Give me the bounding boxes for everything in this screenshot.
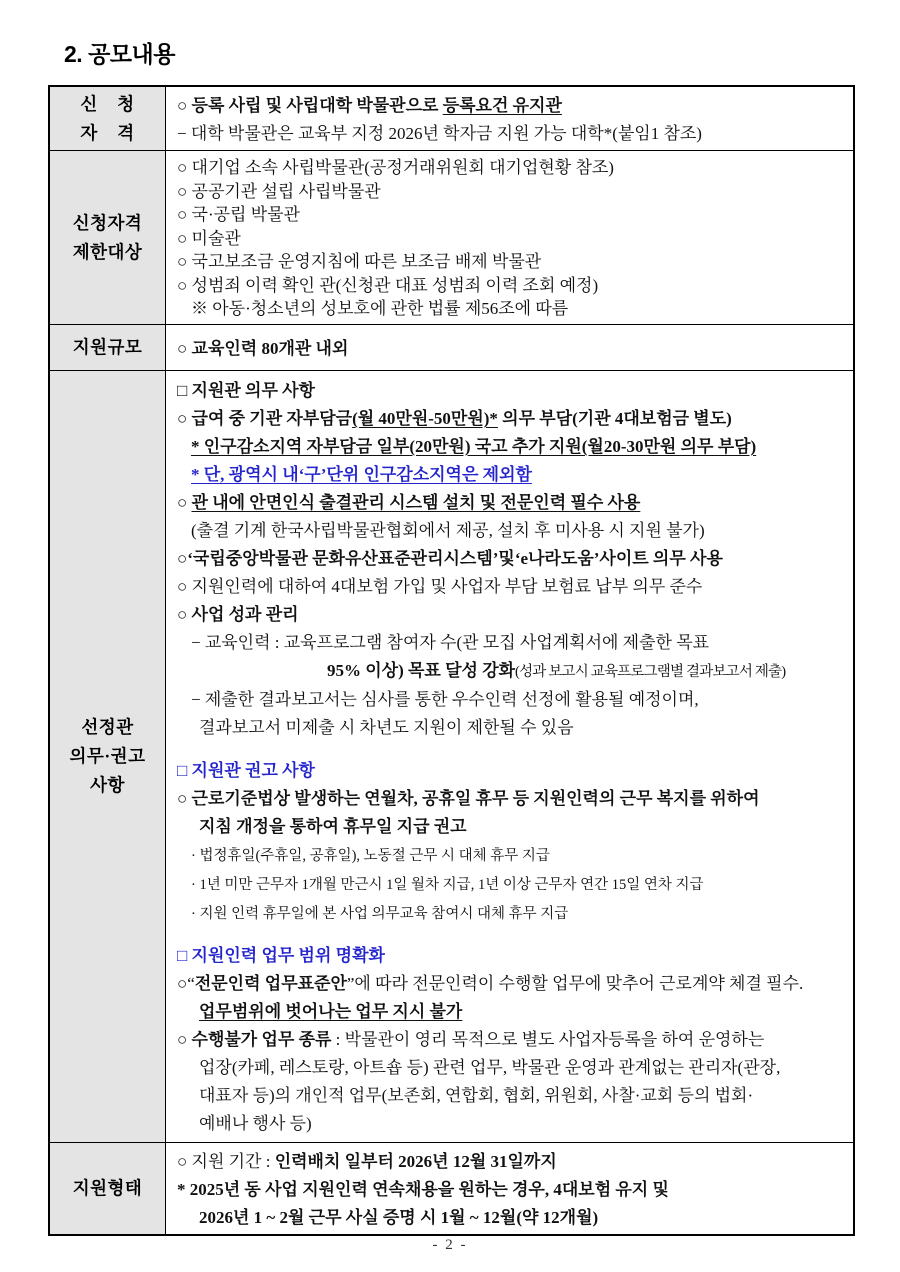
text-segment: ○ 미술관 (177, 228, 241, 248)
text-segment: 수행불가 업무 종류 (191, 1030, 332, 1049)
content-line (177, 1082, 845, 1110)
row-header-support-form (50, 1143, 166, 1234)
text-segment: : 박물관이 영리 목적으로 별도 사업자등록을 하여 운영하는 (331, 1030, 765, 1049)
row-header-label: 자 격 (80, 122, 135, 143)
row-header-label: 제한대상 (72, 241, 143, 262)
content-line (177, 489, 845, 517)
text-segment: ○ (177, 1030, 192, 1049)
blank-line (177, 928, 845, 943)
text-segment: 예배나 행사 등) (199, 1114, 312, 1133)
content-line (177, 714, 845, 742)
row-header-selected-duty (50, 371, 166, 1142)
table-row-restriction-targets (50, 150, 853, 324)
page-number: - 2 - (432, 1237, 468, 1253)
text-segment: ”에 따라 전문인력이 수행할 업무에 맞추어 근로계약 체결 필수. (346, 974, 804, 993)
content-line (177, 92, 845, 120)
content-line (177, 250, 845, 274)
text-segment: 2026년 1 ~ 2월 근무 사실 증명 시 1월 ~ 12월(약 12개월) (199, 1207, 599, 1227)
text-segment: ○ (177, 493, 192, 512)
text-segment: (출결 기계 한국사립박물관협회에서 제공, 설치 후 미사용 시 지원 불가) (191, 521, 705, 540)
page-title: 2. 공모내용 (64, 41, 175, 67)
content-line (177, 1054, 845, 1082)
content-line (177, 274, 845, 298)
content-line (177, 203, 845, 227)
text-segment: ○ 성범죄 이력 확인 관(신청관 대표 성범죄 이력 조회 예정) (177, 275, 599, 295)
text-segment: − 대학 박물관은 교육부 지정 2026년 학자금 지원 가능 대학*(붙임1 참조) (177, 123, 702, 143)
row-header-support-scale (50, 325, 166, 370)
content-line (177, 870, 845, 899)
text-segment: ○ 사업 성과 관리 (177, 605, 299, 624)
text-segment: ○ 근로기준법상 발생하는 연월차, 공휴일 휴무 등 지원인력의 근무 복지를 위하여 (177, 788, 760, 808)
text-segment: 업장(카페, 레스토랑, 아트숍 등) 관련 업무, 박물관 운영과 관계없는 관리자(관장, (199, 1058, 781, 1077)
row-header-applicant-qualification (50, 87, 166, 150)
table-row-support-form (50, 1142, 853, 1234)
row-header-label: 사항 (90, 775, 125, 795)
text-segment: 95% 이상) 목표 달성 강화 (327, 661, 516, 680)
text-segment: ○ 국고보조금 운영지침에 따른 보조금 배제 박물관 (177, 252, 542, 272)
text-segment: 등록요건 유지관 (442, 95, 562, 115)
text-segment: ○ 교육인력 80개관 내외 (177, 338, 349, 358)
text-segment: ○“ (177, 974, 195, 993)
text-segment: * 인구감소지역 자부담금 일부(20만원) 국고 추가 지원(월20-30만원 의무 부담) (191, 437, 757, 456)
text-segment: 대표자 등)의 개인적 업무(보존회, 연합회, 협회, 위원회, 사찰·교회 등의 법회· (199, 1086, 754, 1105)
content-line (177, 1148, 845, 1176)
content-line (177, 156, 845, 180)
text-segment: ○ 공공기관 설립 사립박물관 (177, 181, 381, 201)
content-line (177, 1026, 845, 1054)
content-line (177, 942, 845, 970)
content-line (177, 657, 845, 686)
text-segment: − 제출한 결과보고서는 심사를 통한 우수인력 선정에 활용될 예정이며, (191, 690, 699, 709)
text-segment: ○ 국·공립 박물관 (177, 205, 300, 225)
text-segment: · 1년 미만 근무자 1개월 만근시 1일 월차 지급, 1년 이상 근무자 연간 15일 연차 지급 (191, 876, 704, 893)
content-line (177, 545, 845, 573)
content-line (177, 433, 845, 461)
row-content-restriction-targets (166, 151, 853, 324)
text-segment: 업무범위에 벗어나는 업무 지시 불가 (199, 1002, 463, 1021)
content-line (177, 813, 845, 841)
content-line (177, 377, 845, 405)
row-header-label: 지원형태 (72, 1178, 143, 1198)
content-line (177, 899, 845, 928)
blank-line (177, 742, 845, 757)
content-table (48, 85, 855, 1236)
content-line (177, 573, 845, 601)
row-content-selected-duty (166, 371, 853, 1142)
text-segment: 관 내에 안면인식 출결관리 시스템 설치 및 전문인력 필수 사용 (191, 493, 641, 512)
content-line (177, 227, 845, 251)
text-segment: ※ 아동·청소년의 성보호에 관한 법률 제56조에 따름 (191, 299, 569, 319)
row-header-label: 지원규모 (72, 337, 143, 357)
text-segment: □ 지원관 권고 사항 (177, 760, 315, 780)
content-line (177, 517, 845, 545)
content-line (177, 1204, 845, 1232)
row-header-label: 의무·권고 (69, 746, 146, 766)
row-content-applicant-qualification (166, 87, 853, 150)
content-line (177, 297, 845, 321)
text-segment: ○ 급여 중 기관 자부담금 (177, 409, 353, 428)
row-header-restriction-targets (50, 151, 166, 324)
text-segment: 의무 부담(기관 4대보험금 별도) (497, 409, 732, 428)
content-line (177, 1110, 845, 1138)
content-line (177, 335, 845, 363)
text-segment: · 법정휴일(주휴일, 공휴일), 노동절 근무 시 대체 휴무 지급 (191, 847, 550, 864)
text-segment: ○ 지원 기간 : (177, 1151, 275, 1171)
row-content-support-form (166, 1143, 853, 1234)
text-segment: ○‘국립중앙박물관 문화유산표준관리시스템’및‘e나라도움’사이트 의무 사용 (177, 549, 723, 568)
content-line (177, 180, 845, 204)
text-segment: 인력배치 일부터 2026년 12월 31일까지 (274, 1151, 557, 1171)
table-row-selected-duty (50, 370, 853, 1142)
text-segment: ○ 대기업 소속 사립박물관(공정거래위원회 대기업현황 참조) (177, 157, 614, 177)
row-header-label: 신청자격 (72, 212, 143, 233)
content-line (177, 686, 845, 714)
table-row-applicant-qualification (50, 87, 853, 150)
content-line (177, 757, 845, 785)
content-line (177, 1176, 845, 1204)
text-segment: − 교육인력 : 교육프로그램 참여자 수(관 모집 사업계획서에 제출한 목표 (191, 633, 710, 652)
content-line (177, 785, 845, 813)
text-segment: · 지원 인력 휴무일에 본 사업 의무교육 참여시 대체 휴무 지급 (191, 905, 569, 922)
text-segment: □ 지원관 의무 사항 (177, 381, 315, 400)
text-segment: ○ 지원인력에 대하여 4대보험 가입 및 사업자 부담 보험료 납부 의무 준수 (177, 577, 703, 596)
text-segment: □ 지원인력 업무 범위 명확화 (177, 946, 385, 965)
row-content-support-scale (166, 325, 853, 370)
content-line (177, 841, 845, 870)
text-segment: ○ 등록 사립 및 사립대학 박물관으로 (177, 95, 443, 115)
row-header-label: 신 청 (80, 93, 135, 114)
row-header-label: 선정관 (81, 717, 134, 737)
text-segment: * 단, 광역시 내‘구’단위 인구감소지역은 제외함 (191, 465, 532, 484)
content-line (177, 629, 845, 657)
table-row-support-scale (50, 324, 853, 370)
text-segment: (월 40만원-50만원)* (352, 409, 498, 428)
content-line (177, 120, 845, 148)
content-line (177, 601, 845, 629)
text-segment: 지침 개정을 통하여 휴무일 지급 권고 (199, 816, 467, 836)
text-segment: 전문인력 업무표준안 (194, 974, 347, 993)
content-line (177, 461, 845, 489)
content-line (177, 405, 845, 433)
text-segment: * 2025년 동 사업 지원인력 연속채용을 원하는 경우, 4대보험 유지 및 (177, 1179, 669, 1199)
content-line (177, 998, 845, 1026)
content-line (177, 970, 845, 998)
text-segment: 결과보고서 미제출 시 차년도 지원이 제한될 수 있음 (199, 718, 574, 737)
text-segment: (성과 보고시 교육프로그램별 결과보고서 제출) (515, 664, 786, 680)
